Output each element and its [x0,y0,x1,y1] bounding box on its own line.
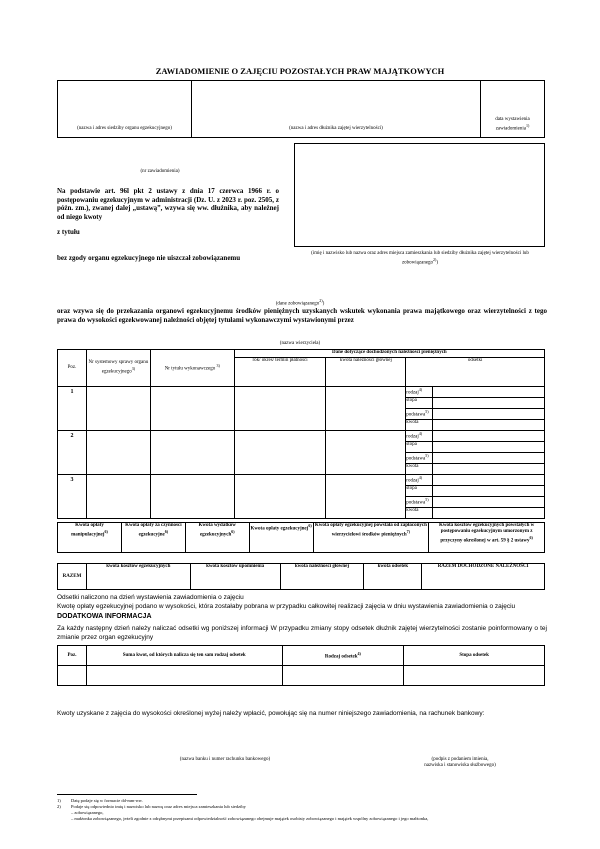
interest-line: Odsetki naliczono na dzień wystawienia zawiadomienia o zajęciu [57,594,244,601]
sub-label-rodzaj: rodzaj$^{4)}$ [406,431,433,442]
rok-cell[interactable] [234,475,326,519]
sub-label-rodzaj: rodzaj$^{4)}$ [406,387,433,398]
info-cell[interactable] [58,666,87,686]
col-rok-header: rok/ okres/ termin płatności [234,358,326,387]
col-odsetki-header: odsetki [406,358,545,387]
info-cell[interactable] [86,666,282,686]
payment-line: Kwoty uzyskane z zajęcia do wysokości określonej wyżej należy wpłacić, powołując się na numer niniejszego zawiadomienia, na rachunek bankowy: [57,710,485,717]
sub-label-stopa: stopa [406,486,433,497]
fee-zaplacone-header: Kwota opłaty egzekucyjnej powstała od zapłaconych wierzycielowi środków pieniężnych$^{7)}$ [313,523,429,553]
fee-line: Kwotę opłaty egzekucyjnej podano w wysokości, która zostałaby pobrana w przypadku całkowitej realizacji zajęcia w dniu wystawienia zawiadomienia o zajęciu [57,603,516,610]
person-box[interactable] [294,143,545,247]
totals-table [57,563,545,590]
sub-label-stopa: stopa [406,442,433,453]
system-cell[interactable] [86,431,150,475]
col-tytul-header: Nr tytułu wykonawczego $^{3)}$ [150,350,234,387]
additional-info-title: DODATKOWA INFORMACJA [57,613,152,620]
call-text: oraz wzywa się do przekazania organowi egzekucyjnemu środków pieniężnych uzyskanych wskutek wykonania prawa majątkowego oraz wierzytelności z tego prawa do wysokości egzekwowanej należności objętej tytułami wykonawczymi wystawionymi przez [57,307,547,324]
fee-wydatki-header: Kwota wydatków egzekucyjnych$^{6)}$ [185,523,249,553]
total-upomnienie-header: kwota kosztów upomnienia [190,564,280,590]
notice-number-label: (nr zawiadomienia) [140,169,180,174]
person-label: (imię i nazwisko lub nazwa oraz adres miejsca zamieszkania lub siedziby dłużnika zajętej wierzytelności lub zobowiązanego$^{2)}$) [311,251,529,266]
rok-cell[interactable] [234,431,326,475]
group-header: Dane dotyczące dochodzonych należności pieniężnych [234,350,544,358]
total-razem-header: RAZEM DOCHODZONE NALEŻNOŚCI [422,564,545,590]
rok-cell[interactable] [234,387,326,431]
total-odsetki-header: kwota odsetek [364,564,422,590]
legal-basis: Na podstawie art. 96l pkt 2 ustawy z dnia 17 czerwca 1966 r. o postępowaniu egzekucyjnym w administracji (Dz. U. z 2023 r. poz. 2505, z późn. zm.), zwanej dalej „ustawą”, wzywa się ww. dłużnika, aby należnej od niego kwoty [57,187,279,221]
fee-umorzone-header: Kwota kosztów egzekucyjnych powstałych w postępowaniu egzekucyjnym umorzonym z przyczyny określonej w art. 59 § 2 ustawy$^{6)}$ [429,523,545,553]
kwota-cell[interactable] [326,387,406,431]
creditor-label: (nazwa wierzyciela) [279,341,321,346]
info-cell[interactable] [282,666,404,686]
odsetki-value[interactable] [433,464,545,475]
table-row-poz: 3 [58,475,87,519]
fees-table [57,522,545,553]
claims-table [57,349,545,519]
razem-label: RAZEM [58,564,87,590]
no-consent-text: bez zgody organu egzekucyjnego nie uiszczał zobowiązanemu [57,254,241,262]
footnotes [57,798,547,822]
odsetki-value[interactable] [433,508,545,519]
odsetki-value[interactable] [433,387,545,398]
sub-label-kwota: kwota [406,508,433,519]
footnote-2: 2) Podaje się odpowiednio imię i nazwisko lub nazwę oraz adres miejsca zamieszkania lub siedziby [57,804,246,809]
signature-label: (podpis z podaniem imienia, nazwiska i stanowiska służbowego) [424,757,496,768]
footnote-1: 1) Datę podaje się w formacie dd-mm-rrrr. [57,798,143,803]
odsetki-value[interactable] [433,486,545,497]
sub-label-kwota: kwota [406,464,433,475]
table-row-poz: 2 [58,431,87,475]
odsetki-value[interactable] [433,431,545,442]
additional-info-text: Za każdy następny dzień należy naliczać odsetki wg poniższej informacji W przypadku zmiany stopy odsetek dłużnik zajętej wierzytelności zostanie poinformowany o tej zmianie przez organ egzekucyjny [57,625,547,641]
fee-manipulacyjna-header: Kwota opłaty manipulacyjnej$^{6)}$ [58,523,122,553]
col-kwota-header: kwota należności głównej [326,358,406,387]
odsetki-value[interactable] [433,442,545,453]
system-cell[interactable] [86,387,150,431]
info-col-rodzaj: Rodzaj odsetek$^{4)}$ [282,646,404,666]
tytul-cell[interactable] [150,431,234,475]
sub-label-kwota: kwota [406,420,433,431]
obligor-label: (dane zobowiązanego$^{2)}$) [275,298,325,307]
kwota-cell[interactable] [326,475,406,519]
kwota-cell[interactable] [326,431,406,475]
sub-label-stopa: stopa [406,398,433,409]
sub-label-podstawa: podstawa$^{5)}$ [406,453,433,464]
odsetki-value[interactable] [433,475,545,486]
fee-czynnosci-header: Kwota opłaty za czynności egzekucyjne$^{6)}$ [121,523,185,553]
sub-label-rodzaj: rodzaj$^{4)}$ [406,475,433,486]
col-poz-header: Poz. [58,350,87,387]
sub-label-podstawa: podstawa$^{5)}$ [406,409,433,420]
odsetki-value[interactable] [433,420,545,431]
total-naleznosc-header: kwota należności głównej [280,564,364,590]
organ-label: (nazwa i adres siedziby organu egzekucyjnego) [77,126,172,131]
debtor-label: (nazwa i adres dłużnika zajętej wierzytelności) [289,126,383,131]
odsetki-value[interactable] [433,497,545,508]
bank-label: (nazwa banku i numer rachunku bankowego) [179,757,271,762]
footnote-2b: – małżonka zobowiązanego, jeżeli zgodnie z odrębnymi przepisami odpowiedzialność zobowiązanego obejmuje majątek osobisty zobowiązanego i majątek wspólny zobowiązanego i jego małżonka, [71,816,429,821]
tytulu-label: z tytułu [57,228,80,236]
fee-egzekucyjna-header: Kwota opłaty egzekucyjnej$^{6)}$ [249,523,313,553]
info-col-poz: Poz. [58,646,87,666]
footnote-2a: – zobowiązanego, [71,810,104,815]
info-cell[interactable] [404,666,545,686]
info-col-suma: Suma kwot, od których nalicza się ten sam rodzaj odsetek [86,646,282,666]
odsetki-value[interactable] [433,453,545,464]
total-koszty-header: kwota kosztów egzekucyjnych [86,564,190,590]
interest-info-table [57,645,545,686]
tytul-cell[interactable] [150,475,234,519]
footnote-separator [57,794,197,795]
document-title: ZAWIADOMIENIE O ZAJĘCIU POZOSTAŁYCH PRAW MAJĄTKOWYCH [155,66,445,76]
system-cell[interactable] [86,475,150,519]
tytul-cell[interactable] [150,387,234,431]
date-label: data wystawienia zawiadomienia$^{1)}$ [495,117,530,132]
col-system-header: Nr systemowy sprawy organu egzekucyjnego$^{3)}$ [86,350,150,387]
info-col-stopa: Stopa odsetek [404,646,545,666]
odsetki-value[interactable] [433,398,545,409]
odsetki-value[interactable] [433,409,545,420]
sub-label-podstawa: podstawa$^{5)}$ [406,497,433,508]
table-row-poz: 1 [58,387,87,431]
